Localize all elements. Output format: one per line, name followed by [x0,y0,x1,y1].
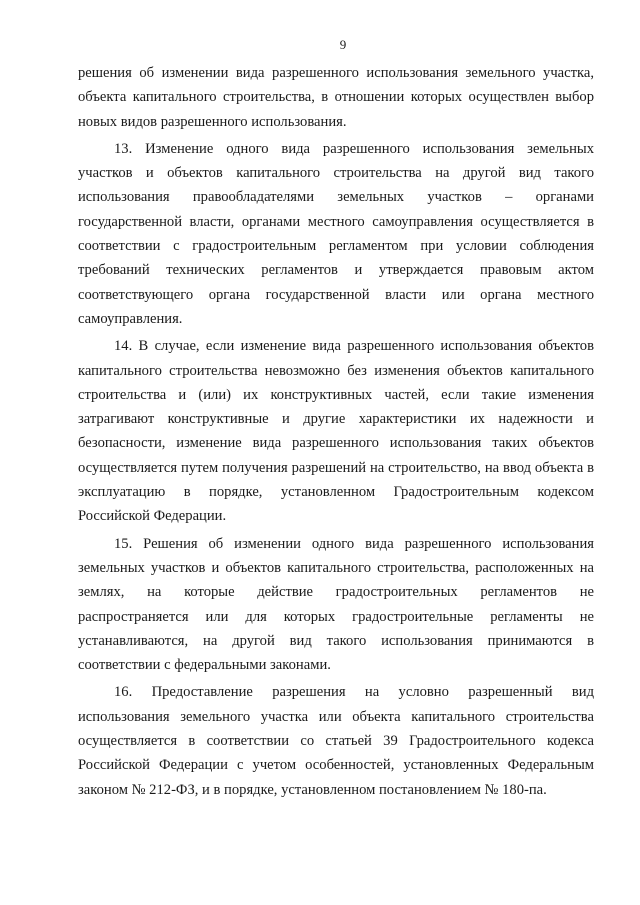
page-number: 9 [339,37,347,52]
paragraph-item-16: 16. Предоставление разрешения на условно разрешенный вид использования земельного участка или объекта капитального строительства осуществляется в соответствии со статьей 39 Градостроительного кодекса Российской Федерации с учетом особенностей, установленных Федеральным законом № 212-ФЗ, и в порядке, установленном постановлением № 180-па. [78,684,594,798]
paragraph-item-13: 13. Изменение одного вида разрешенного использования земельных участков и объектов капитального строительства на другой вид такого использования правообладателями земельных участков – органами государственной власти, органами местного самоуправления осуществляется в соответствии с градостроительным регламентом при условии соблюдения требований технических регламентов и утверждается правовым актом соответствующего органа государственной власти или органа местного самоуправления. [78,140,594,327]
paragraph-item-14: 14. В случае, если изменение вида разрешенного использования объектов капитального строительства невозможно без изменения объектов капитального строительства и (или) их конструктивных частей, если такие изменения затрагивают конструктивные и другие характеристики их надежности и безопасности, изменение вида разрешенного использования таких объектов осуществляется путем получения разрешений на строительство, на ввод объекта в эксплуатацию в порядке, установленном Градостроительным кодексом Российской Федерации. [78,338,594,525]
paragraph-item-15: 15. Решения об изменении одного вида разрешенного использования земельных участков и объектов капитального строительства, расположенных на землях, на которые действие градостроительных регламентов не распространяется или для которых градостроительные регламенты не устанавливаются, на другой вид такого использования принимаются в соответствии с федеральными законами. [78,535,594,674]
paragraph-continuation: решения об изменении вида разрешенного использования земельного участка, объекта капитального строительства, в отношении которых осуществлен выбор новых видов разрешенного использования. [78,65,594,130]
